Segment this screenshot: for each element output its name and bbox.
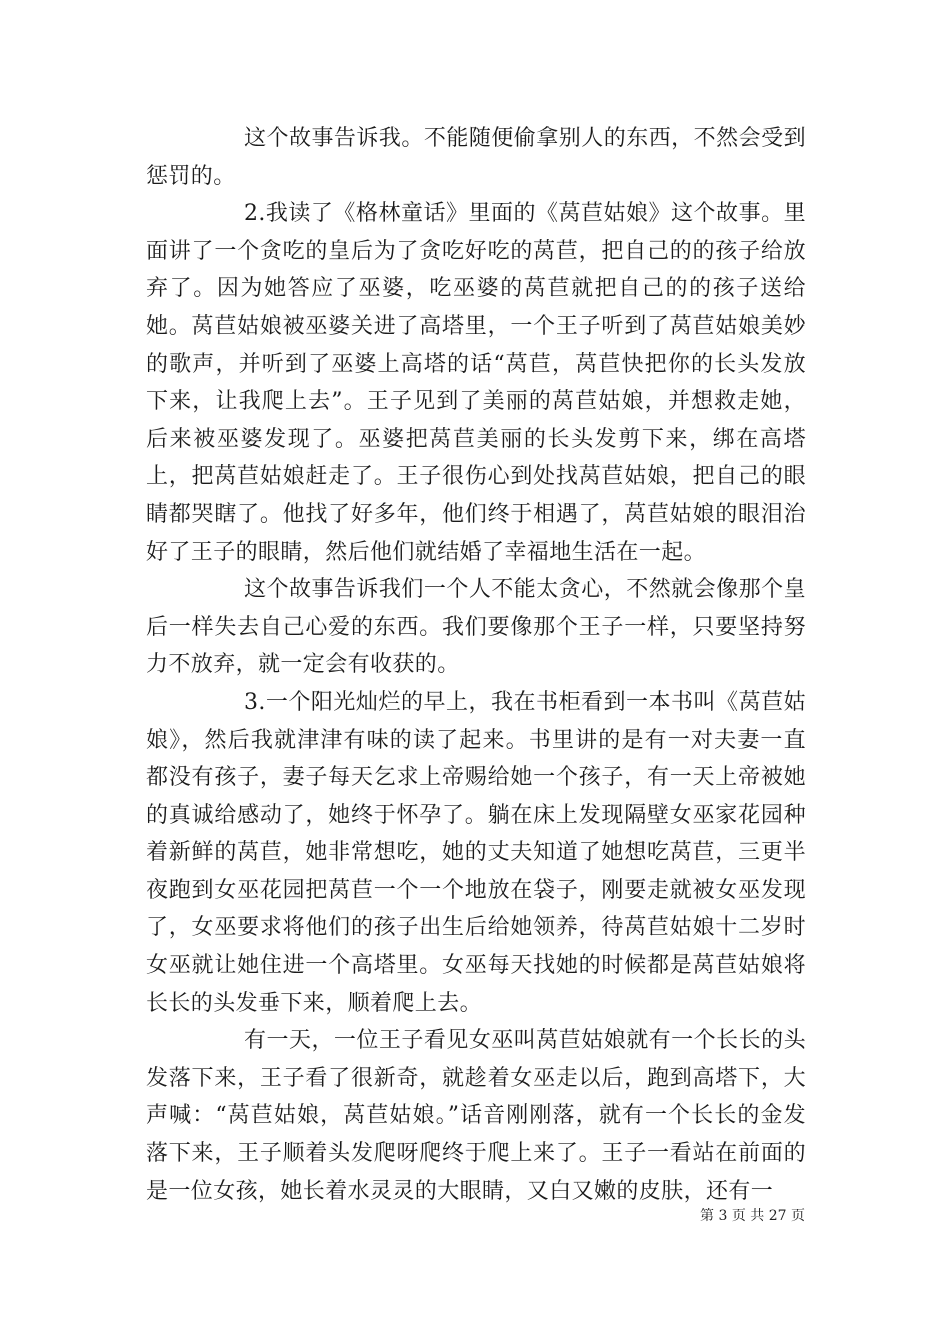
paragraph-5: 有一天，一位王子看见女巫叫莴苣姑娘就有一个长长的头发落下来，王子看了很新奇，就趁着女巫走以后，跑到高塔下，大声喊：“莴苣姑娘，莴苣姑娘。”话音刚刚落，就有一个长长的金发落下来，王子顺着头发爬呀爬终于爬上来了。王子一看站在前面的是一位女孩，她长着水灵灵的大眼睛，又白又嫩的皮肤，还有一 xyxy=(146,1028,806,1204)
page-number-footer: 第 3 页 共 27 页 xyxy=(700,1208,805,1224)
paragraph-2: 2.我读了《格林童话》里面的《莴苣姑娘》这个故事。里面讲了一个贪吃的皇后为了贪吃好吃的莴苣，把自己的的孩子给放弃了。因为她答应了巫婆，吃巫婆的莴苣就把自己的的孩子送给她。莴苣姑娘被巫婆关进了高塔里，一个王子听到了莴苣姑娘美妙的歌声，并听到了巫婆上高塔的话“莴苣，莴苣快把你的长头发放下来，让我爬上去”。王子见到了美丽的莴苣姑娘，并想救走她，后来被巫婆发现了。巫婆把莴苣美丽的长头发剪下来，绑在高塔上，把莴苣姑娘赶走了。王子很伤心到处找莴苣姑娘，把自己的眼睛都哭瞎了。他找了好多年，他们终于相遇了，莴苣姑娘的眼泪治好了王子的眼睛，然后他们就结婚了幸福地生活在一起。 xyxy=(146,201,806,565)
paragraph-3: 这个故事告诉我们一个人不能太贪心，不然就会像那个皇后一样失去自己心爱的东西。我们要像那个王子一样，只要坚持努力不放弃，就一定会有收获的。 xyxy=(146,577,806,678)
paragraph-4: 3.一个阳光灿烂的早上，我在书柜看到一本书叫《莴苣姑娘》，然后我就津津有味的读了起来。书里讲的是有一对夫妻一直都没有孩子，妻子每天乞求上帝赐给她一个孩子，有一天上帝被她的真诚给感动了，她终于怀孕了。躺在床上发现隔壁女巫家花园种着新鲜的莴苣，她非常想吃，她的丈夫知道了她想吃莴苣，三更半夜跑到女巫花园把莴苣一个一个地放在袋子，刚要走就被女巫发现了，女巫要求将他们的孩子出生后给她领养，待莴苣姑娘十二岁时女巫就让她住进一个高塔里。女巫每天找她的时候都是莴苣姑娘将长长的头发垂下来，顺着爬上去。 xyxy=(146,689,806,1016)
paragraph-1: 这个故事告诉我。不能随便偷拿别人的东西，不然会受到惩罚的。 xyxy=(146,126,806,189)
document-body xyxy=(146,120,806,1210)
